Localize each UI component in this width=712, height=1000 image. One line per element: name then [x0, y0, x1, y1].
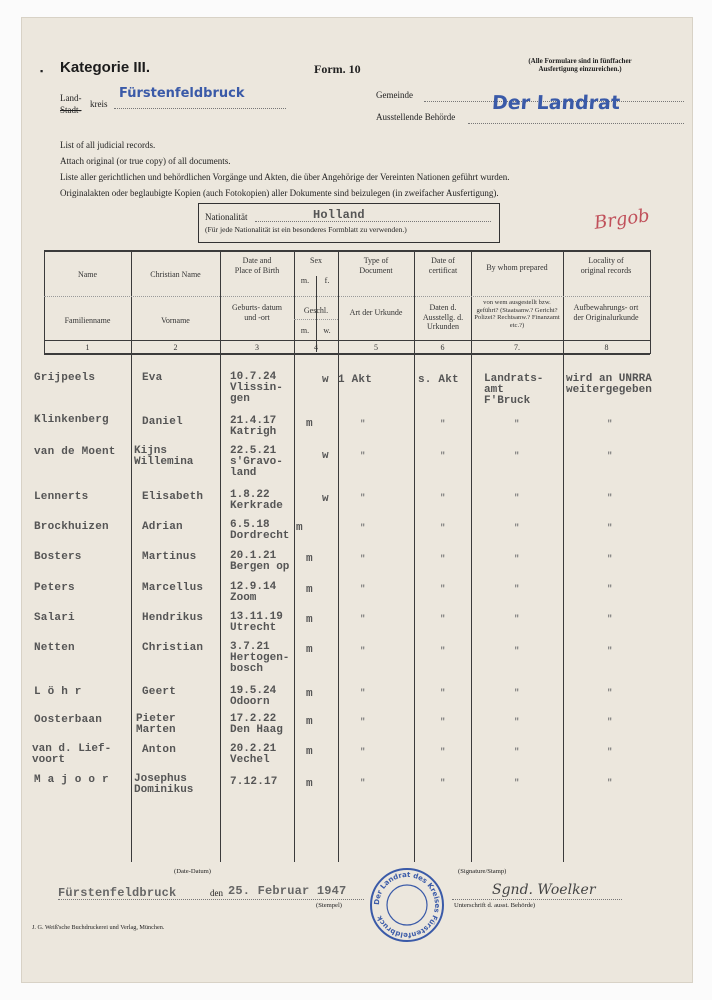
- cell-date: s. Akt: [418, 374, 459, 386]
- col-type-num: 5: [374, 343, 378, 352]
- cell-loc: ": [607, 584, 613, 594]
- cell-type: ": [360, 451, 366, 461]
- cell-by: ": [514, 778, 520, 788]
- cell-birth: 20.1.21 Bergen op: [230, 550, 290, 573]
- col-type-en: Type of Document: [359, 256, 393, 275]
- cell-first: Marcellus: [142, 582, 204, 594]
- cell-name: L ö h r: [34, 686, 82, 698]
- cell-sex: m: [296, 522, 303, 534]
- cell-name: Klinkenberg: [34, 414, 109, 426]
- cell-type: 1 Akt: [338, 374, 373, 386]
- cell-first: Anton: [142, 744, 177, 756]
- cell-type: ": [360, 646, 366, 656]
- cell-name: M a j o o r: [34, 774, 109, 786]
- behoerde-dotline: [468, 123, 684, 124]
- cell-sex: m: [306, 688, 313, 700]
- cell-by: ": [514, 554, 520, 564]
- date-dotline: [58, 899, 364, 900]
- cell-loc: ": [607, 717, 613, 727]
- cell-name: Lennerts: [34, 491, 89, 503]
- cell-first: Elisabeth: [142, 491, 204, 503]
- cell-birth: 12.9.14 Zoom: [230, 581, 277, 604]
- cell-date: ": [440, 419, 446, 429]
- cell-birth: 13.11.19 Utrecht: [230, 611, 283, 634]
- col-sex-w-de: w.: [323, 326, 331, 335]
- cell-sex: m: [306, 716, 313, 728]
- cell-first: Pieter Marten: [136, 713, 176, 736]
- col-loc-num: 8: [604, 343, 609, 352]
- table-top-rule: [44, 250, 650, 252]
- col-divider-2: [220, 250, 221, 862]
- cell-loc: ": [607, 778, 613, 788]
- cell-loc: ": [607, 419, 613, 429]
- col-name-de: Familienname: [64, 316, 111, 325]
- cell-type: ": [360, 778, 366, 788]
- seal-text: Der Landrat des Kreises Fürstenfeldbruck: [372, 870, 442, 940]
- date-label: (Date-Datum): [174, 868, 211, 875]
- cell-first: Hendrikus: [142, 612, 204, 624]
- cell-date: ": [440, 646, 446, 656]
- cell-first: Kijns Willemina: [134, 445, 194, 468]
- landkreis-stamp: Fürstenfeldbruck: [119, 86, 245, 101]
- cell-name: Salari: [34, 612, 75, 624]
- cell-type: ": [360, 688, 366, 698]
- col-loc-de: Aufbewahrungs- ort der Originalurkunde: [573, 303, 639, 322]
- cell-type: ": [360, 493, 366, 503]
- nationality-label: Nationalität: [205, 212, 248, 222]
- col-divider-4: [338, 250, 339, 862]
- cell-type: ": [360, 717, 366, 727]
- cell-name: van d. Lief-voort: [32, 743, 112, 766]
- col-sex-en: Sex: [310, 256, 322, 265]
- landkreis-label-stadt: Stadt-: [60, 105, 82, 115]
- col-divider-1: [131, 250, 132, 862]
- form-number: Form. 10: [314, 62, 361, 76]
- bullet-mark: ▪: [40, 66, 44, 76]
- handwritten-signature: Sgnd. Woelker: [492, 882, 596, 898]
- table-header-rule-2: [44, 353, 650, 355]
- col-name-num: 1: [85, 343, 90, 352]
- cell-first: Adrian: [142, 521, 183, 533]
- landkreis-label-kreis: kreis: [90, 99, 108, 109]
- cell-birth: 19.5.24 Odoorn: [230, 685, 277, 708]
- cell-loc: ": [607, 747, 613, 757]
- col-date-de: Daten d. Ausstellg. d. Urkunden: [422, 303, 464, 331]
- col-sex-f-en: f.: [324, 276, 330, 285]
- cell-by: ": [514, 646, 520, 656]
- col-by-en: By whom prepared: [486, 263, 548, 272]
- cell-loc: wird an UNRRA weitergegeben: [566, 373, 652, 396]
- col-by-de: von wem ausgestellt bzw. geführt? (Staatsanw.? Gericht? Polizei? Rechtsanw.? Finanzamt etc.?): [474, 299, 560, 329]
- cell-sex: m: [306, 584, 313, 596]
- cell-date: ": [440, 778, 446, 788]
- col-birth-num: 3: [255, 343, 259, 352]
- cell-loc: ": [607, 614, 613, 624]
- intro-line2: Attach original (or true copy) of all documents.: [60, 156, 231, 166]
- intro-text: [60, 137, 509, 201]
- cell-by: ": [514, 747, 520, 757]
- cell-sex: w: [322, 374, 329, 386]
- col-divider-7: [563, 250, 564, 862]
- cell-by: ": [514, 419, 520, 429]
- cell-birth: 1.8.22 Kerkrade: [230, 489, 283, 512]
- printer-imprint: J. G. Weiß'sche Buchdruckerei und Verlag, München.: [32, 924, 165, 931]
- svg-text:Der Landrat des Kreises Fürste: [373, 871, 441, 939]
- cell-sex: m: [306, 614, 313, 626]
- cell-first: Josephus Dominikus: [134, 773, 194, 796]
- signature-dotline: [452, 899, 622, 900]
- nationality-dotline: [255, 221, 491, 222]
- behoerde-label: Ausstellende Behörde: [376, 112, 456, 122]
- col-birth-de: Geburts- datum und -ort: [232, 303, 282, 322]
- col-divider-5: [414, 250, 415, 862]
- cell-birth: 6.5.18 Dordrecht: [230, 519, 290, 542]
- cell-name: van de Moent: [34, 446, 116, 458]
- cell-first: Daniel: [142, 416, 183, 428]
- cell-date: ": [440, 451, 446, 461]
- nationality-box: [198, 203, 500, 243]
- table-left-edge: [44, 250, 45, 354]
- cell-type: ": [360, 419, 366, 429]
- col-first-num: 2: [173, 343, 178, 352]
- cell-name: Oosterbaan: [34, 714, 103, 726]
- table-right-edge: [650, 250, 651, 354]
- cell-by: ": [514, 614, 520, 624]
- cell-date: ": [440, 554, 446, 564]
- cell-type: ": [360, 614, 366, 624]
- cell-type: ": [360, 747, 366, 757]
- cell-birth: 3.7.21 Hertogen-bosch: [230, 641, 290, 675]
- red-pencil-note: Brgob: [592, 205, 651, 234]
- col-sex-de: Geschl.: [303, 306, 329, 315]
- cell-first: Geert: [142, 686, 177, 698]
- col-date-num: 6: [440, 343, 445, 352]
- cell-sex: m: [306, 418, 313, 430]
- behoerde-stamp: Der Landrat: [491, 92, 621, 114]
- cell-sex: m: [306, 746, 313, 758]
- cell-date: ": [440, 717, 446, 727]
- cell-date: ": [440, 747, 446, 757]
- sex-dotted-separator: [294, 319, 338, 320]
- col-sex-m-de: m.: [300, 326, 310, 335]
- col-divider-3: [294, 250, 295, 862]
- header-dotted-separator: [44, 296, 650, 297]
- cell-birth: 21.4.17 Katrigh: [230, 415, 277, 438]
- cell-name: Netten: [34, 642, 75, 654]
- cell-name: Peters: [34, 582, 75, 594]
- cell-type: ": [360, 554, 366, 564]
- cell-date: ": [440, 523, 446, 533]
- cell-birth: 10.7.24 Vlissin-gen: [230, 371, 283, 405]
- cell-birth: 7.12.17: [230, 776, 278, 788]
- cell-by: ": [514, 717, 520, 727]
- intro-line1: List of all judicial records.: [60, 140, 156, 150]
- cell-sex: m: [306, 778, 313, 790]
- cell-first: Eva: [142, 372, 163, 384]
- cell-date: ": [440, 688, 446, 698]
- copies-note: [470, 58, 690, 73]
- kategorie-title: Kategorie III.: [60, 59, 151, 76]
- col-sex-m-en: m.: [300, 276, 310, 285]
- place-date: Fürstenfeldbruck: [58, 886, 177, 900]
- cell-loc: ": [607, 554, 613, 564]
- table-header-rule-1: [44, 340, 650, 341]
- copies-note-line1: (Alle Formulare sind in fünffacher: [528, 57, 632, 65]
- col-birth-en: Date and Place of Birth: [234, 256, 280, 275]
- cell-by: ": [514, 493, 520, 503]
- cell-loc: ": [607, 688, 613, 698]
- date-value: 25. Februar 1947: [228, 884, 347, 898]
- cell-by: Landrats- amt F'Bruck: [484, 373, 544, 407]
- cell-birth: 22.5.21 s'Gravo-land: [230, 445, 283, 479]
- cell-birth: 17.2.22 Den Haag: [230, 713, 283, 736]
- cell-date: ": [440, 493, 446, 503]
- col-loc-en: Locality of original records: [580, 256, 632, 275]
- cell-sex: w: [322, 450, 329, 462]
- cell-type: ": [360, 523, 366, 533]
- cell-sex: w: [322, 493, 329, 505]
- col-by-num: 7.: [514, 343, 520, 352]
- nationality-value: Holland: [313, 208, 365, 222]
- intro-line4: Originalakten oder beglaubigte Kopien (auch Fotokopien) aller Dokumente sind beizulegen (in zweifacher Ausfertigung).: [60, 188, 499, 198]
- stempel-label: (Stempel): [316, 902, 343, 909]
- landkreis-dotline: [114, 108, 286, 109]
- intro-line3: Liste aller gerichtlichen und behördlichen Vorgänge und Akten, die über Angehörige der Vereinten Nationen geführt wurden.: [60, 172, 510, 182]
- official-seal: [368, 866, 446, 944]
- den-label: den: [210, 888, 223, 898]
- cell-by: ": [514, 584, 520, 594]
- cell-sex: m: [306, 644, 313, 656]
- signature-label: (Signature/Stamp): [458, 868, 507, 875]
- signature-caption: Unterschrift d. ausst. Behörde): [454, 902, 536, 909]
- cell-by: ": [514, 523, 520, 533]
- cell-date: ": [440, 584, 446, 594]
- cell-by: ": [514, 451, 520, 461]
- cell-date: ": [440, 614, 446, 624]
- seal-graphic: [368, 866, 446, 944]
- col-name-en: Name: [77, 270, 98, 279]
- cell-first: Christian: [142, 642, 204, 654]
- col-date-en: Date of certificat: [428, 256, 458, 275]
- landkreis-label-land: Land-: [60, 93, 82, 103]
- cell-type: ": [360, 584, 366, 594]
- cell-loc: ": [607, 493, 613, 503]
- col-first-en: Christian Name: [150, 270, 201, 279]
- col-type-de: Art der Urkunde: [349, 308, 403, 317]
- cell-name: Grijpeels: [34, 372, 96, 384]
- col-first-de: Vorname: [161, 316, 190, 325]
- nationality-note: (Für jede Nationalität ist ein besonderes Formblatt zu verwenden.): [205, 225, 407, 234]
- cell-first: Martinus: [142, 551, 197, 563]
- cell-loc: ": [607, 646, 613, 656]
- cell-name: Brockhuizen: [34, 521, 109, 533]
- cell-loc: ": [607, 523, 613, 533]
- col-sex-num: 4: [314, 343, 318, 352]
- copies-note-line2: Ausfertigung einzureichen.): [538, 64, 622, 73]
- cell-birth: 20.2.21 Vechel: [230, 743, 277, 766]
- cell-name: Bosters: [34, 551, 82, 563]
- cell-by: ": [514, 688, 520, 698]
- cell-loc: ": [607, 451, 613, 461]
- gemeinde-label: Gemeinde: [376, 90, 413, 100]
- cell-sex: m: [306, 553, 313, 565]
- col-divider-6: [471, 250, 472, 862]
- document-sheet: [22, 18, 692, 982]
